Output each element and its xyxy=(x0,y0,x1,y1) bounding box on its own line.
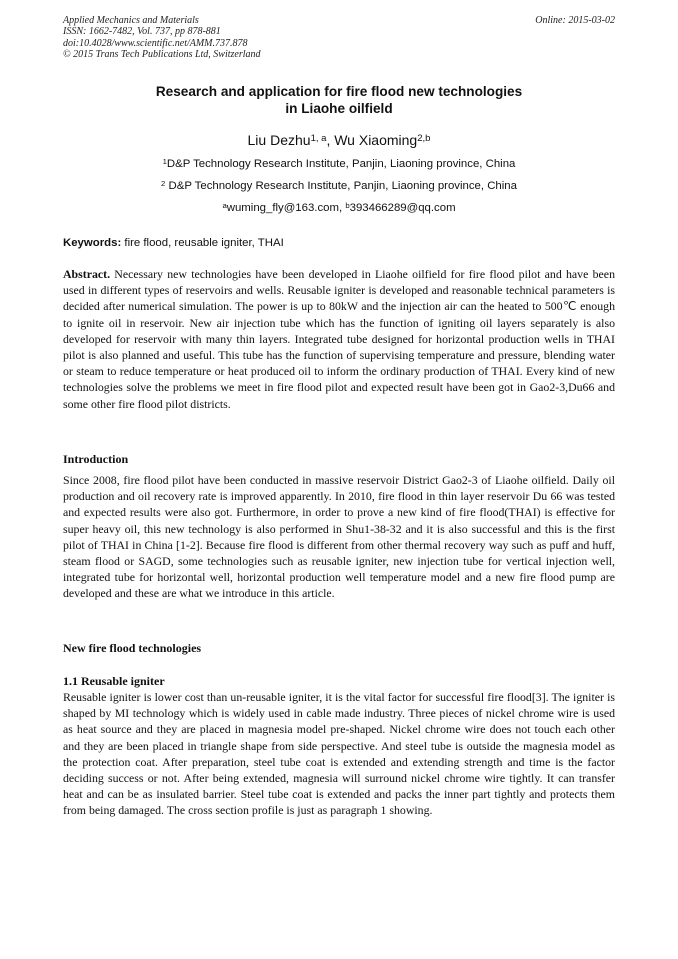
reusable-igniter-heading: 1.1 Reusable igniter xyxy=(63,674,165,688)
affiliation-1-text: D&P Technology Research Institute, Panjin, Liaoning province, China xyxy=(166,158,516,170)
author-1: Liu Dezhu xyxy=(247,132,311,148)
online-date: Online: 2015-03-02 xyxy=(535,15,615,26)
title-line-2: in Liaohe oilfield xyxy=(285,101,393,116)
abstract xyxy=(63,266,615,412)
introduction-text: Since 2008, fire flood pilot have been conducted in massive reservoir District Gao2-3 of Liaohe oilfield. Daily oil production and oil recovery rate is improved apparently. In 2010, fire flood in thin layer reservoir Du 66 was tested and expected results were also got. Furthermore, in order to prove a new kind of fire flood(THAI) is effective for super heavy oil, this new technology is also performed in Shu1-38-32 and it is also successful and this is the first pilot of THAI in China [1-2]. Because fire flood is different from other thermal recovery way such as puff and huff, steam flood or SAGD, some technologies such as reusable igniter, new injection tube for vertical injection well, integrated tube for horizontal well, horizontal production well temperature model and a new fire flood pump are developed and these are what we introduce in this article. xyxy=(63,473,615,601)
author-list xyxy=(63,131,615,149)
paper-title xyxy=(63,83,615,117)
email-b-mark: b xyxy=(345,200,350,210)
doi-line: doi:10.4028/www.scientific.net/AMM.737.878 xyxy=(63,37,248,49)
abstract-label: Abstract. xyxy=(63,267,111,281)
author-separator: , xyxy=(326,132,335,148)
email-b: 393466289@qq.com xyxy=(349,202,456,214)
copyright-line: © 2015 Trans Tech Publications Ltd, Switzerland xyxy=(63,49,261,61)
affiliation-1-mark: 1 xyxy=(162,156,167,166)
affiliation-2-text: D&P Technology Research Institute, Panjin, Liaoning province, China xyxy=(165,180,517,192)
journal-name: Applied Mechanics and Materials xyxy=(63,15,199,26)
email-a: wuming_fly@163.com, xyxy=(226,202,346,214)
affiliation-2-mark: 2 xyxy=(161,178,166,188)
reusable-igniter-text: Reusable igniter is lower cost than un-reusable igniter, it is the vital factor for successful fire flood[3]. The igniter is shaped by MI technology which is widely used in cable made industry. Three pieces of nickel chrome wire is used as heat source and they are placed in magnesia model pre-shaped. Nickel chrome wire does not touch each other and they are been placed in triangle shape from side perspective. And steel tube is outside the magnesia model as the protection coat. After preparation, steel tube coat is extended and extending strength and time is the factor deciding success or not. After being extended, magnesia will surround nickel chrome wire tightly. It can transfer heat and can be as insulated barrier. Steel tube coat is extended and packs the inner part tightly and protects them from being damaged. The cross section profile is just as paragraph 1 showing. xyxy=(63,690,615,818)
journal-header xyxy=(63,15,261,61)
author-2-affil: 2,b xyxy=(417,132,431,144)
title-line-1: Research and application for fire flood new technologies xyxy=(155,84,523,99)
affiliation-1 xyxy=(63,157,615,171)
issn-line: ISSN: 1662-7482, Vol. 737, pp 878-881 xyxy=(63,26,221,38)
author-1-affil: 1, a xyxy=(310,132,327,144)
introduction-heading: Introduction xyxy=(63,452,129,466)
new-tech-heading: New fire flood technologies xyxy=(63,641,202,655)
keywords xyxy=(63,236,615,250)
author-emails xyxy=(63,201,615,215)
abstract-text: Necessary new technologies have been developed in Liaohe oilfield for fire flood pilot and have been used in different types of reservoirs and wells. Reusable igniter is developed and reasonable technical parameters is decided after numerical simulation. The power is up to 80kW and the injection air can the heated to 500℃ enough to ignite oil in reservoir. New air injection tube which has the function of igniting oil layers separately is also developed for reservoir with many thin layers. Integrated tube designed for horizontal production wells in THAI pilot is also planned and useful. This tube has the function of supervising temperature and pressure, blending water or steam to reduce temperature or heat produced oil to inform the ordinary production of THAI. Every kind of new technologies solve the problems we meet in fire flood pilot and expected result have been got in Gao2-3,Du66 and some other fire flood pilot districts. xyxy=(63,267,615,411)
keywords-text: fire flood, reusable igniter, THAI xyxy=(121,237,284,249)
email-a-mark: a xyxy=(222,200,227,210)
author-2: Wu Xiaoming xyxy=(334,132,418,148)
affiliation-2 xyxy=(63,179,615,193)
keywords-label: Keywords: xyxy=(63,237,122,249)
